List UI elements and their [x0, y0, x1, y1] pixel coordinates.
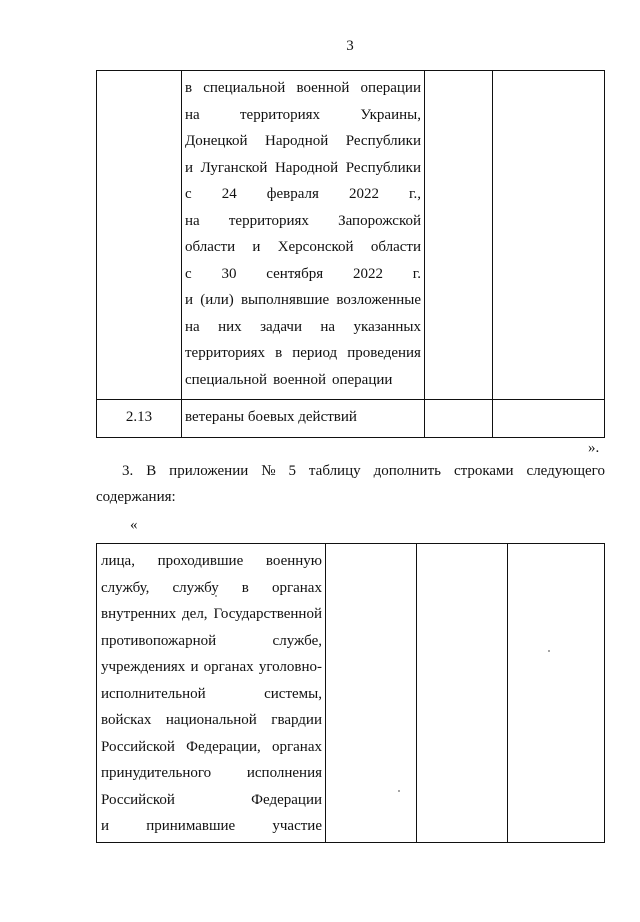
word: Республики — [345, 159, 421, 176]
word: противопожарной — [101, 632, 217, 649]
word: следующего — [526, 463, 605, 479]
column-divider — [416, 544, 417, 843]
word: внутренних — [101, 606, 177, 622]
word: в — [241, 579, 249, 596]
word: выполнявшие — [240, 292, 330, 308]
word: 5 — [288, 463, 296, 479]
table-new-rows — [96, 543, 605, 843]
word: указанных — [353, 318, 421, 335]
word: Федерации, — [186, 738, 261, 755]
column-divider — [325, 544, 326, 843]
word: № — [261, 463, 276, 479]
word: системы, — [264, 685, 322, 702]
word: строками — [453, 463, 514, 479]
text-line — [185, 287, 421, 314]
word: специальной — [185, 371, 268, 388]
column-divider — [492, 71, 493, 437]
scan-speck — [215, 595, 217, 597]
word: лица, — [101, 553, 135, 569]
text-line — [185, 181, 421, 208]
table-continuation — [96, 70, 605, 438]
word: Российской — [101, 791, 175, 808]
word: на — [320, 318, 336, 335]
word: военной — [273, 371, 326, 388]
paragraph-first-line — [96, 458, 605, 484]
text-line — [101, 601, 322, 628]
column-divider — [424, 71, 425, 437]
word: войсках — [101, 712, 152, 728]
word: территориях — [185, 345, 266, 361]
word: органах — [272, 738, 322, 755]
text-line — [185, 340, 421, 367]
word: на — [185, 212, 200, 229]
column-divider — [181, 71, 182, 437]
word: и — [252, 239, 261, 255]
word: В — [146, 463, 157, 479]
word: Республики — [345, 133, 421, 149]
word: проведения — [347, 345, 421, 361]
word: на — [185, 106, 200, 123]
word: службе, — [272, 632, 322, 649]
word: г. — [412, 265, 421, 282]
paragraph-second-line: содержания: — [96, 489, 176, 505]
word: участие — [272, 818, 322, 834]
word: 2022 — [348, 186, 379, 202]
word: 30 — [221, 265, 237, 282]
word: сентября — [266, 265, 324, 282]
word: Запорожской — [338, 212, 421, 229]
text-line — [101, 760, 322, 787]
word: Федерации — [251, 791, 322, 808]
word: февраля — [266, 186, 319, 202]
text-line — [101, 654, 322, 681]
word: них — [218, 318, 242, 335]
table-cell-description — [101, 548, 322, 840]
word: операции — [360, 80, 421, 96]
text-line — [101, 628, 322, 655]
word: г., — [409, 186, 421, 202]
word: исполнительной — [101, 685, 206, 702]
word: и — [190, 659, 199, 675]
word: дел, — [182, 606, 208, 622]
word: органах — [271, 579, 322, 596]
table-cell-description — [185, 75, 421, 393]
word: территориях — [228, 212, 309, 229]
closing-quote: ». — [588, 440, 600, 456]
word: Российской — [101, 738, 175, 755]
text-line — [185, 234, 421, 261]
text-line — [185, 367, 421, 394]
word: Херсонской — [277, 239, 354, 255]
text-line — [101, 813, 322, 840]
word: (или) — [200, 292, 234, 308]
text-line — [101, 575, 322, 602]
word: Донецкой — [185, 133, 248, 149]
word: уголовно- — [258, 659, 322, 675]
word: на — [185, 318, 200, 335]
amendment-paragraph — [96, 458, 605, 510]
word: 2022 — [352, 265, 383, 282]
scan-speck — [548, 650, 550, 652]
text-line — [101, 548, 322, 575]
text-line — [185, 155, 421, 182]
text-line — [185, 128, 421, 155]
text-line — [185, 75, 421, 102]
word: исполнения — [246, 765, 322, 781]
word: военной — [296, 80, 350, 96]
page-number: 3 — [346, 38, 354, 54]
word: принимавшие — [146, 818, 236, 834]
word: Украины, — [360, 106, 421, 123]
opening-quote: « — [130, 517, 138, 533]
word: период — [292, 345, 338, 361]
word: службу, — [101, 579, 150, 596]
word: 24 — [221, 186, 237, 202]
scan-speck — [398, 790, 400, 792]
column-divider — [507, 544, 508, 843]
word: Народной — [274, 159, 339, 176]
word: области — [185, 239, 236, 255]
word: принудительного — [101, 765, 212, 781]
word: национальной — [165, 712, 257, 728]
text-line — [185, 261, 421, 288]
row-divider — [97, 399, 604, 400]
word: территориях — [240, 106, 321, 123]
word: и — [185, 159, 194, 176]
word: в — [275, 345, 283, 361]
text-line — [185, 102, 421, 129]
word: с — [185, 186, 192, 202]
word: органах — [203, 659, 254, 675]
word: в — [185, 80, 193, 96]
word: области — [370, 239, 421, 255]
word: и — [101, 818, 110, 834]
word: с — [185, 265, 192, 282]
text-line — [185, 208, 421, 235]
text-line — [101, 787, 322, 814]
word: специальной — [203, 80, 286, 96]
text-line — [101, 734, 322, 761]
table-bottom-border — [96, 842, 605, 843]
word: гвардии — [271, 712, 322, 728]
word: приложении — [169, 463, 249, 479]
word: учреждениях — [101, 659, 186, 675]
row-number: 2.13 — [125, 409, 153, 425]
table-cell-text: ветераны боевых действий — [185, 409, 357, 425]
word: Луганской — [200, 159, 268, 176]
word: задачи — [260, 318, 302, 335]
word: операции — [331, 371, 393, 388]
word: Народной — [265, 133, 329, 149]
text-line — [101, 707, 322, 734]
text-line — [101, 681, 322, 708]
word: дополнить — [373, 463, 441, 479]
word: военную — [265, 553, 322, 569]
word: и — [185, 292, 194, 308]
word: проходившие — [157, 553, 244, 569]
word: Государственной — [213, 606, 322, 622]
word: 3. — [122, 463, 134, 479]
word: таблицу — [308, 463, 361, 479]
word: возложенные — [336, 292, 421, 308]
word: службу — [172, 579, 219, 596]
text-line — [185, 314, 421, 341]
